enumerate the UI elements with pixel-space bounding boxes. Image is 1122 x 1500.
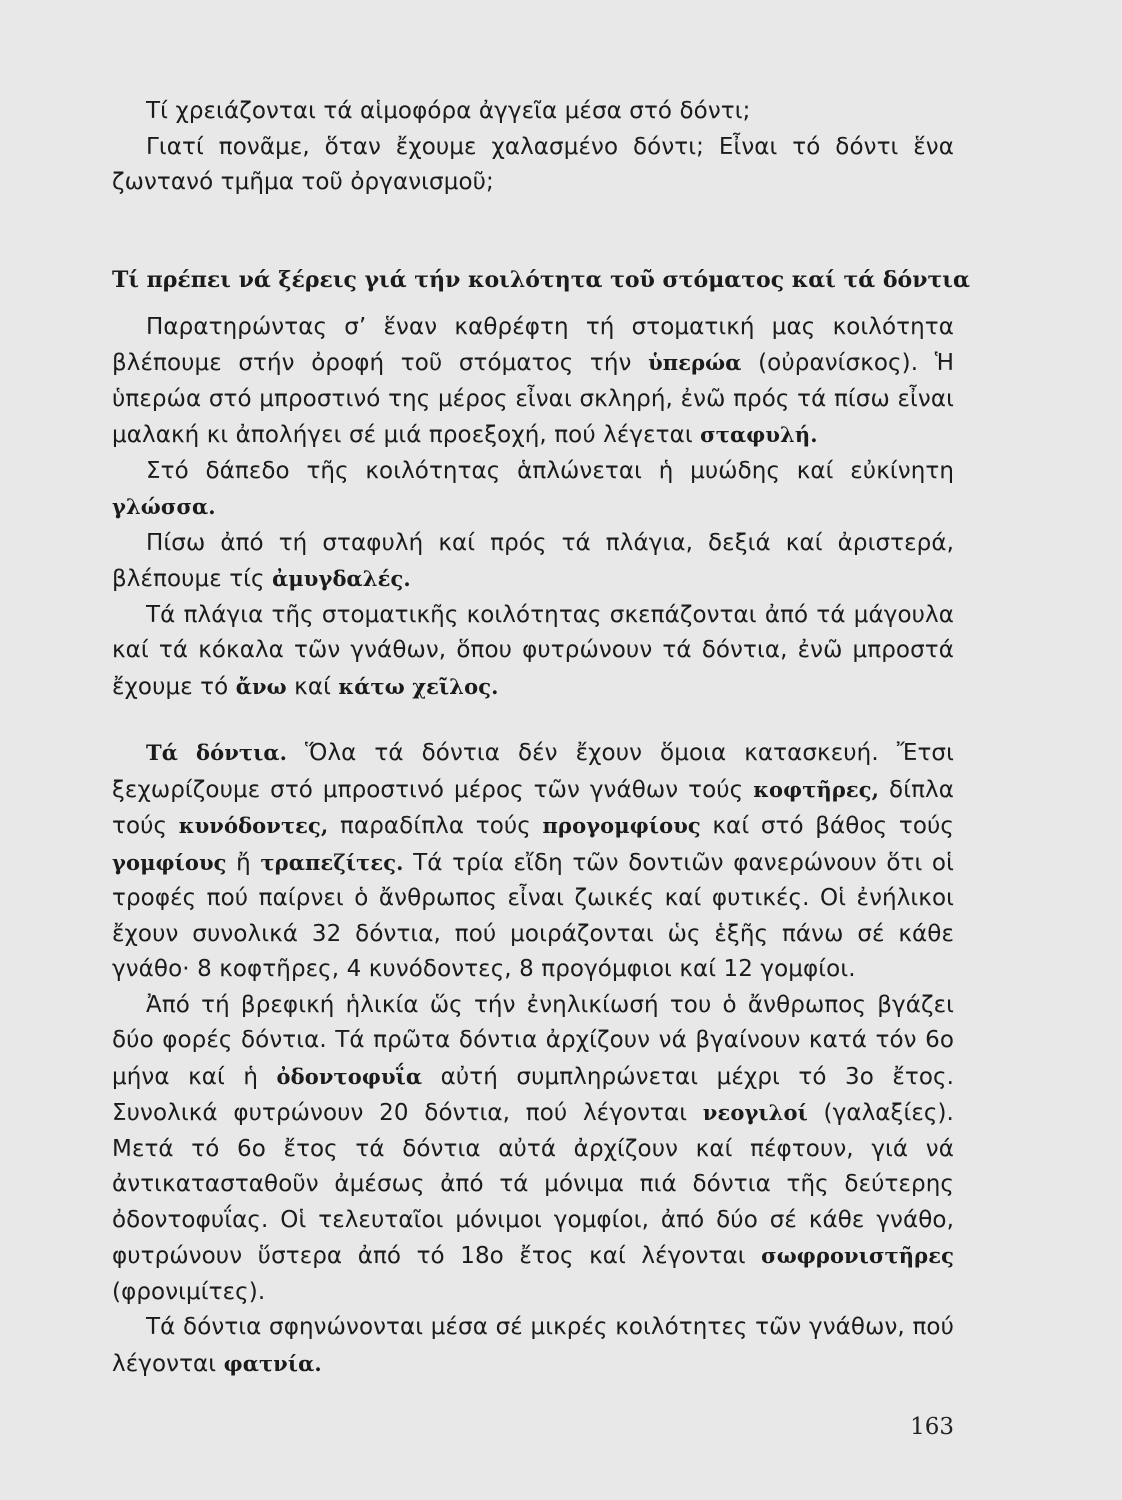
term-milk-teeth: νεογιλοί (702, 1100, 808, 1125)
term-canines: κυνόδοντες, (178, 813, 329, 838)
text: Ὅλα τά δόντια δέν ἔχουν ὅμοια κατασκευή. Ἔτσι ξεχωρίζουμε στό μπροστινό μέρος τῶν γνάθων τούς (112, 740, 954, 803)
term-tongue: γλώσσα. (112, 494, 216, 519)
paragraph-dentition (112, 988, 954, 1311)
term-incisors: κοφτῆρες, (753, 776, 880, 802)
text: (φρονιμίτες). (112, 1278, 266, 1305)
text: Τά τρία εἴδη τῶν δοντιῶν φανερώνουν ὅτι οἱ τροφές πού παίρνει ὁ ἄνθρωπος εἶναι ζωικές καί φυτικές. Οἱ ἐνήλικοι ἔχουν συνολικά 32 δόντια, πού μοιράζονται ὡς ἑξῆς πάνω σέ κάθε γνάθο· 8 κοφτῆρες, 4 κυνόδοντες, 8 προγόμφιοι καί 12 γομφίοι. (112, 849, 954, 982)
text: Ἀπό τή βρεφική ἡλικία ὥς τήν ἐνηλικίωσή του ὁ ἄνθρωπος βγάζει δύο φορές δόντια. Τά πρῶτα δόντια ἀρχίζουν νά βγαίνουν κατά τόν 6ο μήνα καί ἡ (112, 991, 954, 1090)
paragraph-palate (112, 310, 954, 454)
text: (οὐρανίσκος). Ἡ ὑπερώα στό μπροστινό της μέρος εἶναι σκληρή, ἐνῶ πρός τά πίσω εἶναι μαλακή κι ἀπολήγει σέ μιά προεξοχή, πού λέγεται (112, 350, 955, 448)
term-uvula: σταφυλή. (700, 422, 818, 447)
term-premolars: προγομφίους (542, 813, 701, 838)
paragraph-sockets (112, 1310, 954, 1382)
text: Τά πλάγια τῆς στοματικῆς κοιλότητας σκεπάζονται ἀπό τά μάγουλα καί τά κόκαλα τῶν γνάθων, ὅπου φυτρώνουν τά δόντια, ἐνῶ μπροστά ἔχουμε τό (112, 601, 954, 700)
page-text (112, 94, 970, 1382)
text: Στό δάπεδο τῆς κοιλότητας ἁπλώνεται ἡ μυώδης καί εὐκίνητη (146, 457, 954, 484)
paragraph-lips (112, 598, 954, 706)
term-molars: γομφίους (112, 849, 227, 875)
paragraph-tongue (112, 454, 954, 526)
text: καί (294, 673, 331, 700)
text: δίπλα τούς (112, 776, 955, 839)
paragraph-teeth-types (112, 735, 954, 988)
text: παραδίπλα τούς (340, 813, 531, 839)
term-grinders: τραπεζίτες. (260, 849, 404, 875)
term-sockets: φατνία. (223, 1350, 322, 1376)
term-palate: ὑπερώα (648, 350, 742, 375)
question-toothache: Γιατί πονᾶμε, ὅταν ἔχουμε χαλασμένο δόντι; Εἶναι τό δόντι ἕνα ζωντανό τμῆμα τοῦ ὀργανισμοῦ; (112, 133, 954, 195)
text: (γαλαξίες). Μετά τό 6ο ἔτος τά δόντια αὐτά ἀρχίζουν καί πέφτουν, γιά νά ἀντικατασταθοῦν ἀμέσως ἀπό τά μόνιμα πιά δόντια τῆς δεύτερης ὀδοντοφυΐας. Οἱ τελευταῖοι μόνιμοι γομφίοι, ἀπό δύο σέ κάθε γνάθο, φυτρώνουν ὕστερα ἀπό τό 18ο ἔτος καί λέγονται (112, 1100, 954, 1269)
question-blood-vessels: Τί χρειάζονται τά αἱμοφόρα ἀγγεῖα μέσα στό δόντι; (146, 98, 751, 124)
lead-teeth: Τά δόντια. (146, 740, 288, 765)
term-wisdom-teeth: σωφρονιστῆρες (761, 1243, 954, 1268)
text: αὐτή συμπληρώνεται μέχρι τό 3ο ἔτος. Συνολικά φυτρώνουν 20 δόντια, πού λέγονται (112, 1063, 954, 1126)
text: ἤ (236, 849, 251, 876)
text: Τά δόντια σφηνώνονται μέσα σέ μικρές κοιλότητες τῶν γνάθων, πού λέγονται (112, 1314, 954, 1377)
term-odontophyia: ὀδοντοφυΐα (276, 1063, 423, 1089)
paragraph-tonsils (112, 526, 954, 598)
page-number: 163 (910, 1414, 954, 1440)
term-upper: ἄνω (235, 673, 287, 699)
text: Πίσω ἀπό τή σταφυλή καί πρός τά πλάγια, δεξιά καί ἀριστερά, βλέπουμε τίς (112, 529, 954, 592)
text: καί στό βάθος τούς (712, 813, 954, 839)
paragraph-gap (112, 705, 954, 735)
text: Παρατηρώντας σ’ ἕναν καθρέφτη τή στοματική μας κοιλότητα βλέπουμε στήν ὀροφή τοῦ στόματος τήν (112, 313, 954, 376)
section-heading: Τί πρέπει νά ξέρεις γιά τήν κοιλότητα τοῦ στόματος καί τά δόντια (112, 266, 970, 293)
term-tonsils: ἀμυγδαλές. (272, 566, 411, 591)
term-lower-lip: κάτω χεῖλος. (338, 673, 499, 699)
